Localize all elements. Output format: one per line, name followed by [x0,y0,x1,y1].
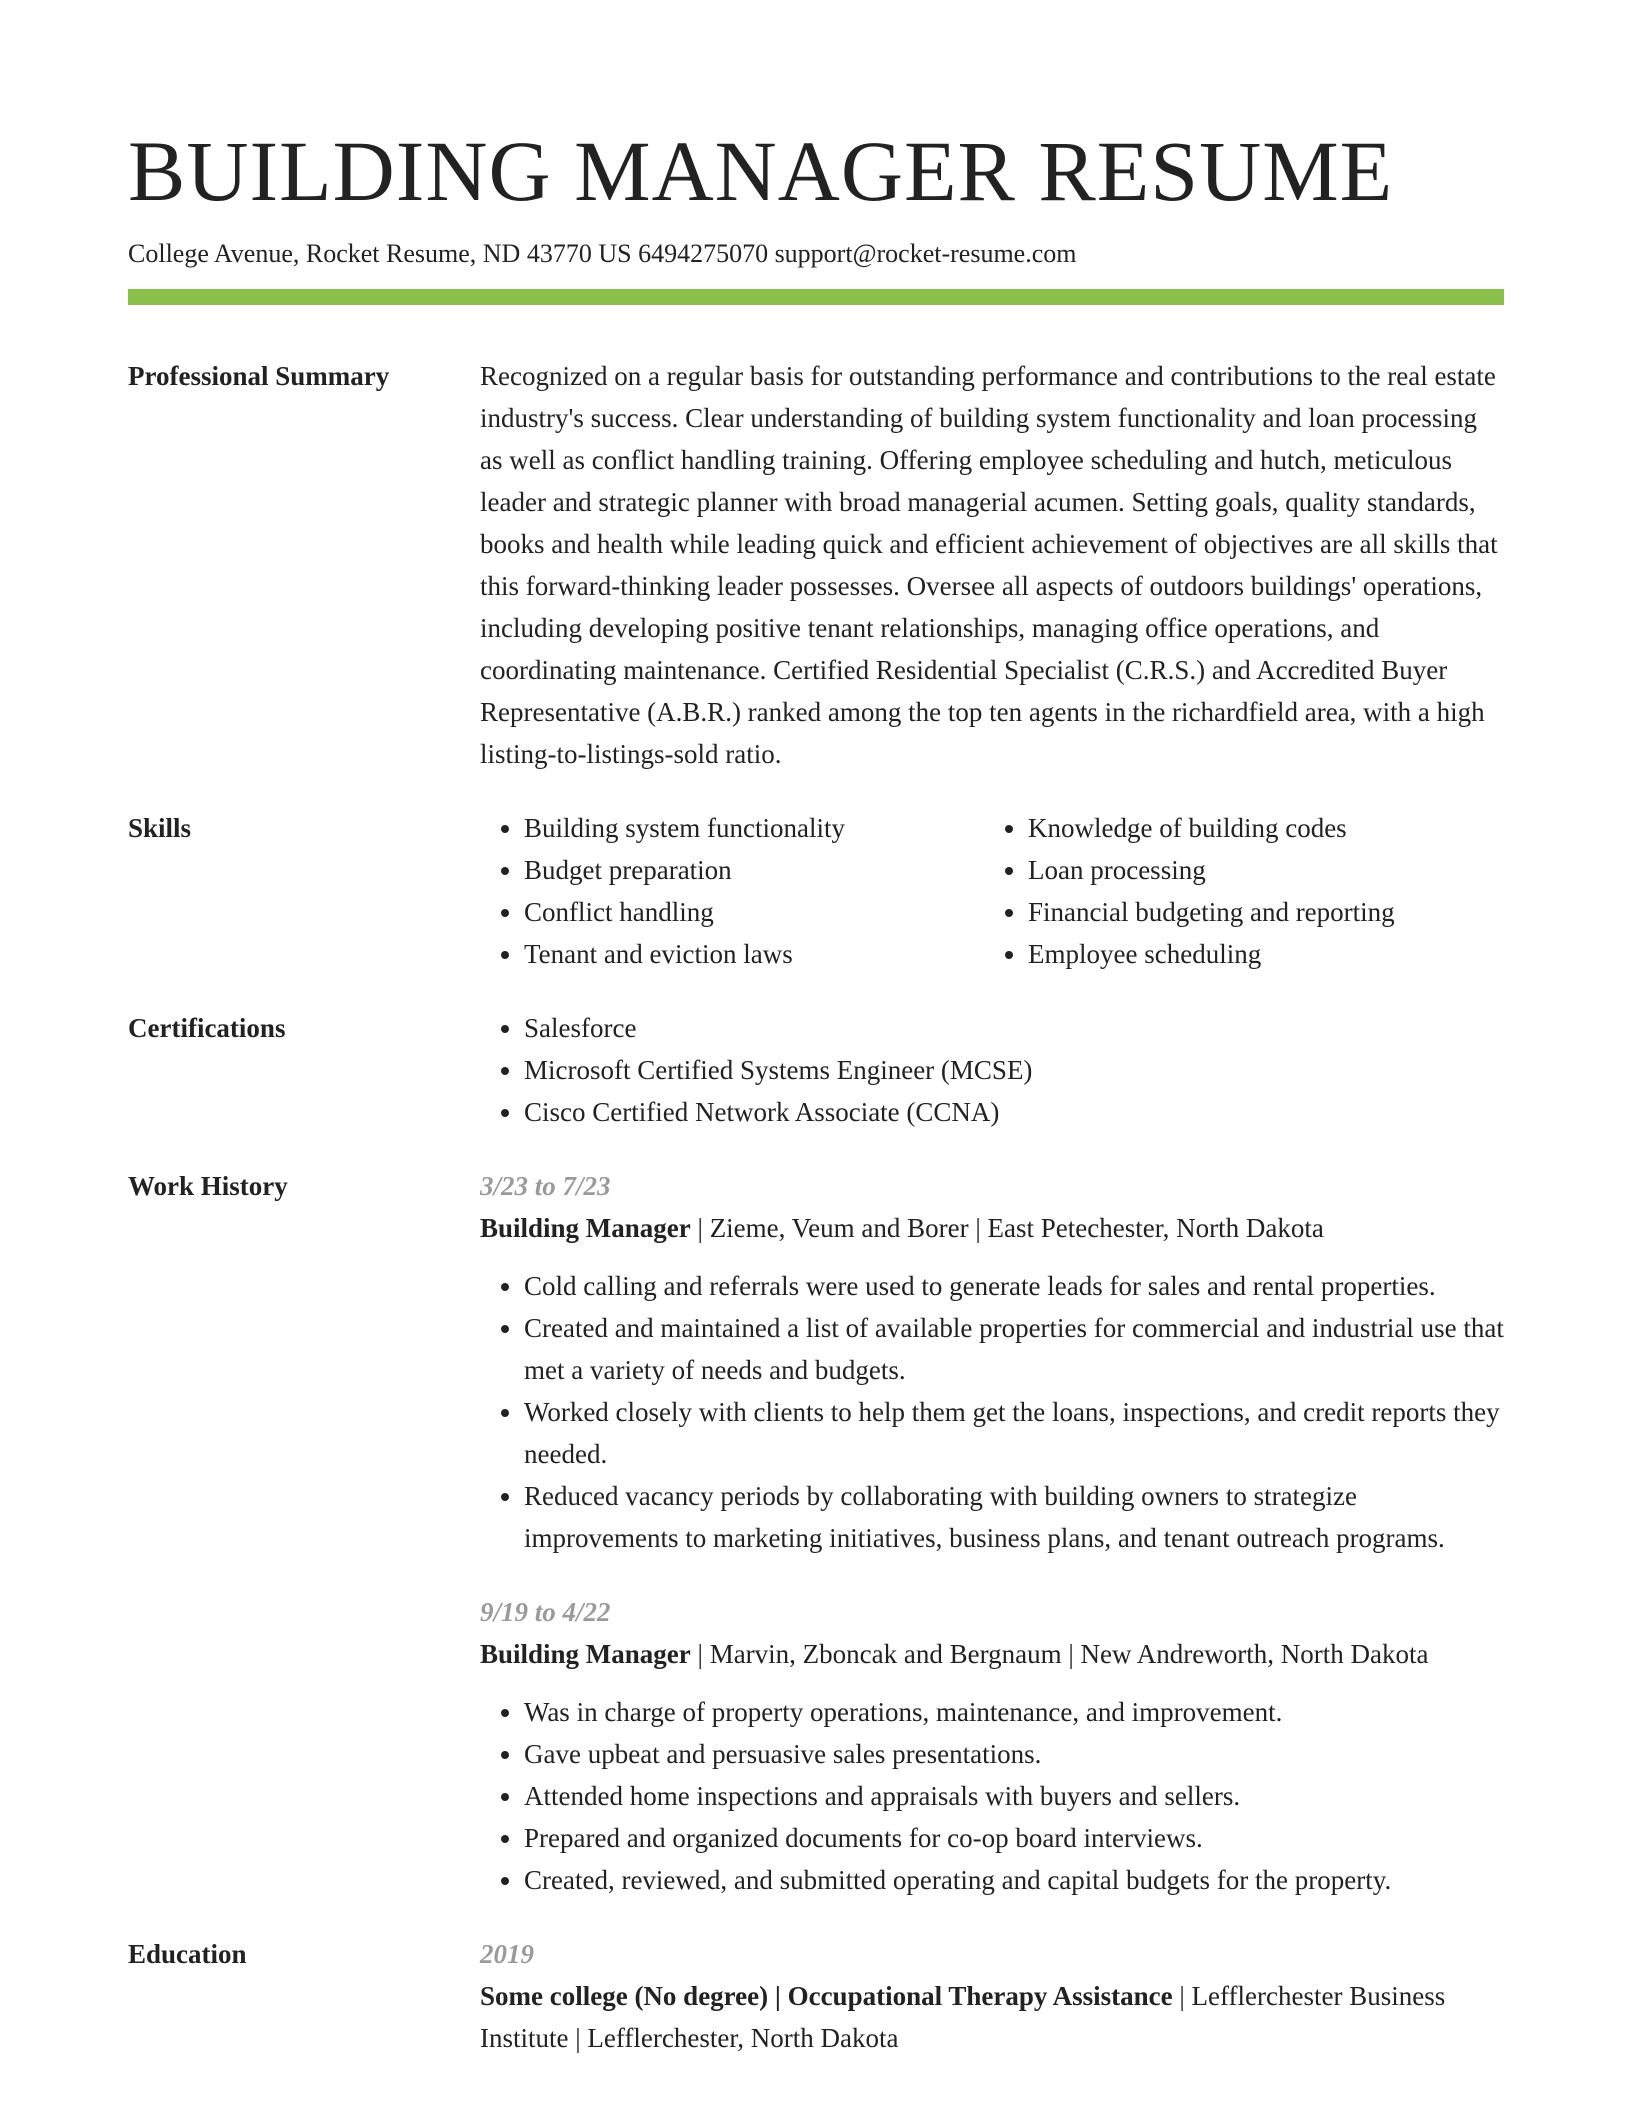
summary-section [128,305,1504,775]
section-label-work-history: Work History [128,1171,288,1202]
skill-item: • Building system functionality [524,807,984,849]
work-history-section [128,1165,1504,1901]
summary-text: Recognized on a regular basis for outstanding performance and contributions to the real estate industry's success. Clear understanding of building system functionality and loan processing as well as conflict handling training. Offering employee scheduling and hutch, meticulous leader and strategic planner with broad managerial acumen. Setting goals, quality standards, books and health while leading quick and efficient achievement of objectives are all skills that this forward-thinking leader possesses. Oversee all aspects of outdoors buildings' operations, including developing positive tenant relationships, managing office operations, and coordinating maintenance. Certified Residential Specialist (C.R.S.) and Accredited Buyer Representative (A.B.R.) ranked among the top ten agents in the richardfield area, with a high listing-to-listings-sold ratio. [480,361,1498,770]
job-bullet: • Reduced vacancy periods by collaborating with building owners to strategize improvements to marketing initiatives, business plans, and tenant outreach programs. [524,1475,1504,1559]
job-bullet: • Gave upbeat and persuasive sales presentations. [524,1733,1504,1775]
job-bullet: • Created, reviewed, and submitted operating and capital budgets for the property. [524,1859,1504,1901]
skills-column-right [984,807,1488,975]
section-label-certifications: Certifications [128,1013,286,1044]
job-heading [480,1633,1504,1675]
job-bullet: • Cold calling and referrals were used to generate leads for sales and rental properties. [524,1265,1504,1307]
job-bullets [480,1691,1504,1901]
job-bullet: • Created and maintained a list of available properties for commercial and industrial use that met a variety of needs and budgets. [524,1307,1504,1391]
certifications-section [128,1007,1504,1133]
skills-column-left [480,807,984,975]
job-location: New Andreworth, North Dakota [1080,1639,1429,1670]
contact-email: support@rocket-resume.com [774,239,1077,268]
job-company: Zieme, Veum and Borer [709,1213,969,1244]
job-bullets [480,1265,1504,1559]
job-date: 3/23 to 7/23 [480,1171,611,1202]
contact-phone: 6494275070 [638,239,769,268]
job-date: 9/19 to 4/22 [480,1597,611,1628]
education-degree: Some college (No degree) | Occupational Therapy Assistance [480,1981,1173,2012]
skills-list-right [984,807,1488,975]
education-section [128,1933,1504,2059]
separator: | [1179,1981,1192,2012]
separator: | [697,1639,710,1670]
skill-item: • Conflict handling [524,891,984,933]
separator: | [697,1213,710,1244]
education-date: 2019 [480,1939,534,1970]
skill-item: • Knowledge of building codes [1028,807,1488,849]
contact-line [128,238,1504,269]
skill-item: • Loan processing [1028,849,1488,891]
resume-title: BUILDING MANAGER RESUME [128,123,1394,219]
section-label-skills: Skills [128,813,192,844]
job-entry [480,1591,1504,1901]
job-location: East Petechester, North Dakota [987,1213,1324,1244]
job-entry [480,1165,1504,1559]
job-bullet: • Attended home inspections and appraisals with buyers and sellers. [524,1775,1504,1817]
education-location: Lefflerchester, North Dakota [587,2023,899,2054]
resume-page [128,0,1504,2059]
job-bullet: • Prepared and organized documents for co-op board interviews. [524,1817,1504,1859]
skills-list-left [480,807,984,975]
work-history-body [480,1165,1504,1901]
job-title: Building Manager [480,1639,691,1670]
skill-item: • Tenant and eviction laws [524,933,984,975]
skill-item: • Employee scheduling [1028,933,1488,975]
job-company: Marvin, Zboncak and Bergnaum [709,1639,1062,1670]
section-label-summary: Professional Summary [128,361,390,392]
job-bullet: • Worked closely with clients to help them get the loans, inspections, and credit reports they needed. [524,1391,1504,1475]
certification-item: • Microsoft Certified Systems Engineer (MCSE) [524,1049,1504,1091]
section-label-education: Education [128,1939,247,1970]
education-body [480,1933,1504,2059]
skill-item: • Budget preparation [524,849,984,891]
certifications-list [480,1007,1504,1133]
certification-item: • Cisco Certified Network Associate (CCNA) [524,1091,1504,1133]
skill-item: • Financial budgeting and reporting [1028,891,1488,933]
job-bullet: • Was in charge of property operations, maintenance, and improvement. [524,1691,1504,1733]
certification-item: • Salesforce [524,1007,1504,1049]
skills-grid [480,807,1504,975]
education-heading [480,1975,1504,2059]
separator: | [1068,1639,1081,1670]
separator: | [975,1213,988,1244]
contact-address: College Avenue, Rocket Resume, ND 43770 US [128,239,632,268]
skills-section [128,807,1504,975]
job-heading [480,1207,1504,1249]
job-title: Building Manager [480,1213,691,1244]
skills-body [480,807,1504,975]
summary-body [480,355,1504,775]
separator: | [575,2023,588,2054]
certifications-body [480,1007,1504,1133]
accent-divider [128,289,1504,305]
education-school: Lefflerchester Business Institute [480,1981,1446,2054]
